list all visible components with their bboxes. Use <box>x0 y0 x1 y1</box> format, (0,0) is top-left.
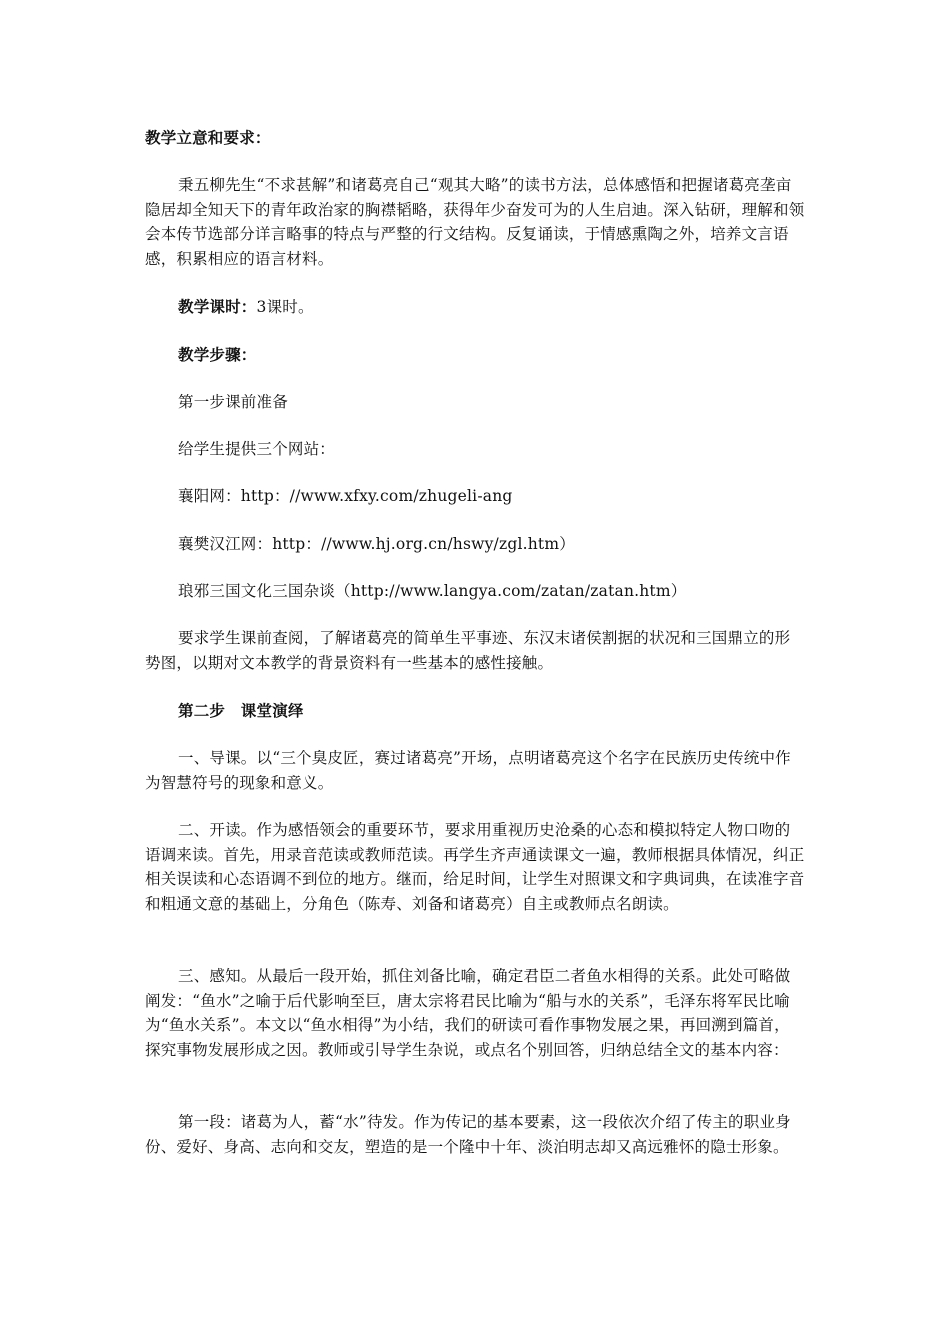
step1-title: 第一步课前准备 <box>178 393 288 411</box>
heading-teaching-steps: 教学步骤： <box>178 345 257 364</box>
teaching-hours-value: 3课时。 <box>256 298 314 316</box>
website-langya: 琅邪三国文化三国杂谈（http://www.langya.com/zatan/zatan.htm） <box>178 582 687 600</box>
paragraph-introduction: 一、导课。以“三个臭皮匠，赛过诸葛亮”开场，点明诸葛亮这个名字在民族历史传统中作为智慧符号的现象和意义。 <box>145 749 791 792</box>
teaching-hours-label: 教学课时： <box>178 297 257 316</box>
paragraph-reading: 二、开读。作为感悟领会的重要环节，要求用重视历史沧桑的心态和模拟特定人物口吻的语调来读。首先，用录音范读或教师范读。再学生齐声通读课文一遍，教师根据具体情况，纠正相关误读和心态语调不到位的地方。继而，给足时间，让学生对照课文和字典词典，在读准字音和粗通文意的基础上，分角色（陈寿、刘备和诸葛亮）自主或教师点名朗读。 <box>145 821 805 913</box>
paragraph-requirement: 要求学生课前查阅，了解诸葛亮的简单生平事迹、东汉末诸侯割据的状况和三国鼎立的形势图，以期对文本教学的背景资料有一些基本的感性接触。 <box>145 629 791 672</box>
paragraph-goals: 秉五柳先生“不求甚解”和诸葛亮自己“观其大略”的读书方法，总体感悟和把握诸葛亮垄亩隐居却全知天下的青年政治家的胸襟韬略，获得年少奋发可为的人生启迪。深入钻研，理解和领会本传节选部分详言略事的特点与严整的行文结构。反复诵读，于情感熏陶之外，培养文言语感，积累相应的语言材料。 <box>145 176 805 268</box>
websites-intro: 给学生提供三个网站： <box>178 440 336 458</box>
heading-teaching-goals: 教学立意和要求： <box>145 128 271 147</box>
website-hanjiang: 襄樊汉江网：http：//www.hj.org.cn/hswy/zgl.htm） <box>178 535 575 553</box>
paragraph-first-section: 第一段：诸葛为人，蓄“水”待发。作为传记的基本要素，这一段依次介绍了传主的职业身份、爱好、身高、志向和交友，塑造的是一个隆中十年、淡泊明志却又高远雅怀的隐士形象。 <box>145 1113 791 1156</box>
step2-title: 第二步 课堂演绎 <box>178 701 304 720</box>
website-xiangyang: 襄阳网：http：//www.xfxy.com/zhugeli-ang <box>178 487 513 505</box>
teaching-hours <box>145 295 805 320</box>
paragraph-perception: 三、感知。从最后一段开始，抓住刘备比喻，确定君臣二者鱼水相得的关系。此处可略做阐发：“鱼水”之喻于后代影响至巨，唐太宗将君民比喻为“船与水的关系”，毛泽东将军民比喻为“鱼水关系”。本文以“鱼水相得”为小结，我们的研读可看作事物发展之果，再回溯到篇首，探究事物发展形成之因。教师或引导学生杂说，或点名个别回答，归纳总结全文的基本内容： <box>145 967 791 1059</box>
